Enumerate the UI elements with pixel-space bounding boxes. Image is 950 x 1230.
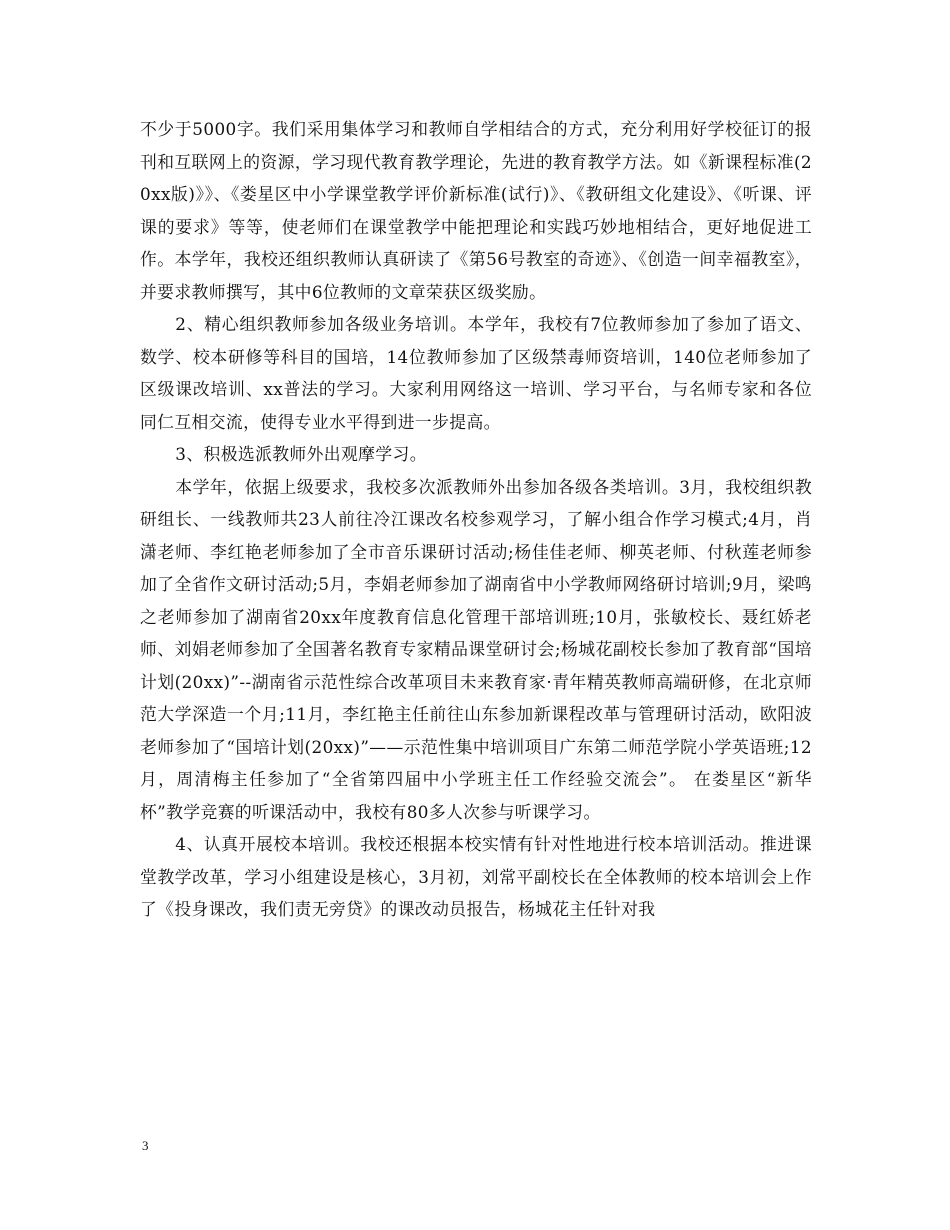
page-number: 3 bbox=[142, 1138, 149, 1153]
paragraph-heading-observation: 3、积极选派教师外出观摩学习。 bbox=[175, 444, 427, 464]
paragraph-training: 2、精心组织教师参加各级业务培训。本学年，我校有7位教师参加了参加了语文、数学、校本研修等科目的国培，14位教师参加了区级禁毒师资培训，140位老师参加了区级课改培训、xx普法的学习。大家利用网络这一培训、学习平台，与名师专家和各位同仁互相交流，使得专业水平得到进一步提高。 bbox=[140, 314, 812, 432]
document-body bbox=[140, 113, 812, 926]
paragraph-continued: 不少于5000字。我们采用集体学习和教师自学相结合的方式，充分利用好学校征订的报刊和互联网上的资源，学习现代教育教学理论，先进的教育教学方法。如《新课程标准(20xx版)》》、《娄星区中小学课堂教学评价新标准(试行)》、《教研组文化建设》、《听课、评课的要求》等等，使老师们在课堂教学中能把理论和实践巧妙地相结合，更好地促进工作。本学年，我校还组织教师认真研读了《第56号教室的奇迹》、《创造一间幸福教室》，并要求教师撰写，其中6位教师的文章荣获区级奖励。 bbox=[140, 119, 812, 302]
paragraph-observation-details: 本学年，依据上级要求，我校多次派教师外出参加各级各类培训。3月，我校组织教研组长、一线教师共23人前往冷江课改名校参观学习，了解小组合作学习模式;4月，肖潇老师、李红艳老师参加了全市音乐课研讨活动;杨佳佳老师、柳英老师、付秋莲老师参加了全省作文研讨活动;5月，李娟老师参加了湖南省中小学教师网络研讨培训;9月，梁鸣之老师参加了湖南省20xx年度教育信息化管理干部培训班;10月，张敏校长、聂红娇老师、刘娟老师参加了全国著名教育专家精品课堂研讨会;杨城花副校长参加了教育部“国培计划(20xx)”--湖南省示范性综合改革项目未来教育家·青年精英教师高端研修，在北京师范大学深造一个月;11月，李红艳主任前往山东参加新课程改革与管理研讨活动，欧阳波老师参加了“国培计划(20xx)”——示范性集中培训项目广东第二师范学院小学英语班;12月，周清梅主任参加了“全省第四届中小学班主任工作经验交流会”。 在娄星区“新华杯”教学竞赛的听课活动中，我校有80多人次参与听课学习。 bbox=[140, 476, 812, 822]
paragraph-school-training: 4、认真开展校本培训。我校还根据本校实情有针对性地进行校本培训活动。推进课堂教学改革，学习小组建设是核心，3月初，刘常平副校长在全体教师的校本培训会上作了《投身课改，我们责无旁贷》的课改动员报告，杨城花主任针对我 bbox=[140, 834, 812, 919]
